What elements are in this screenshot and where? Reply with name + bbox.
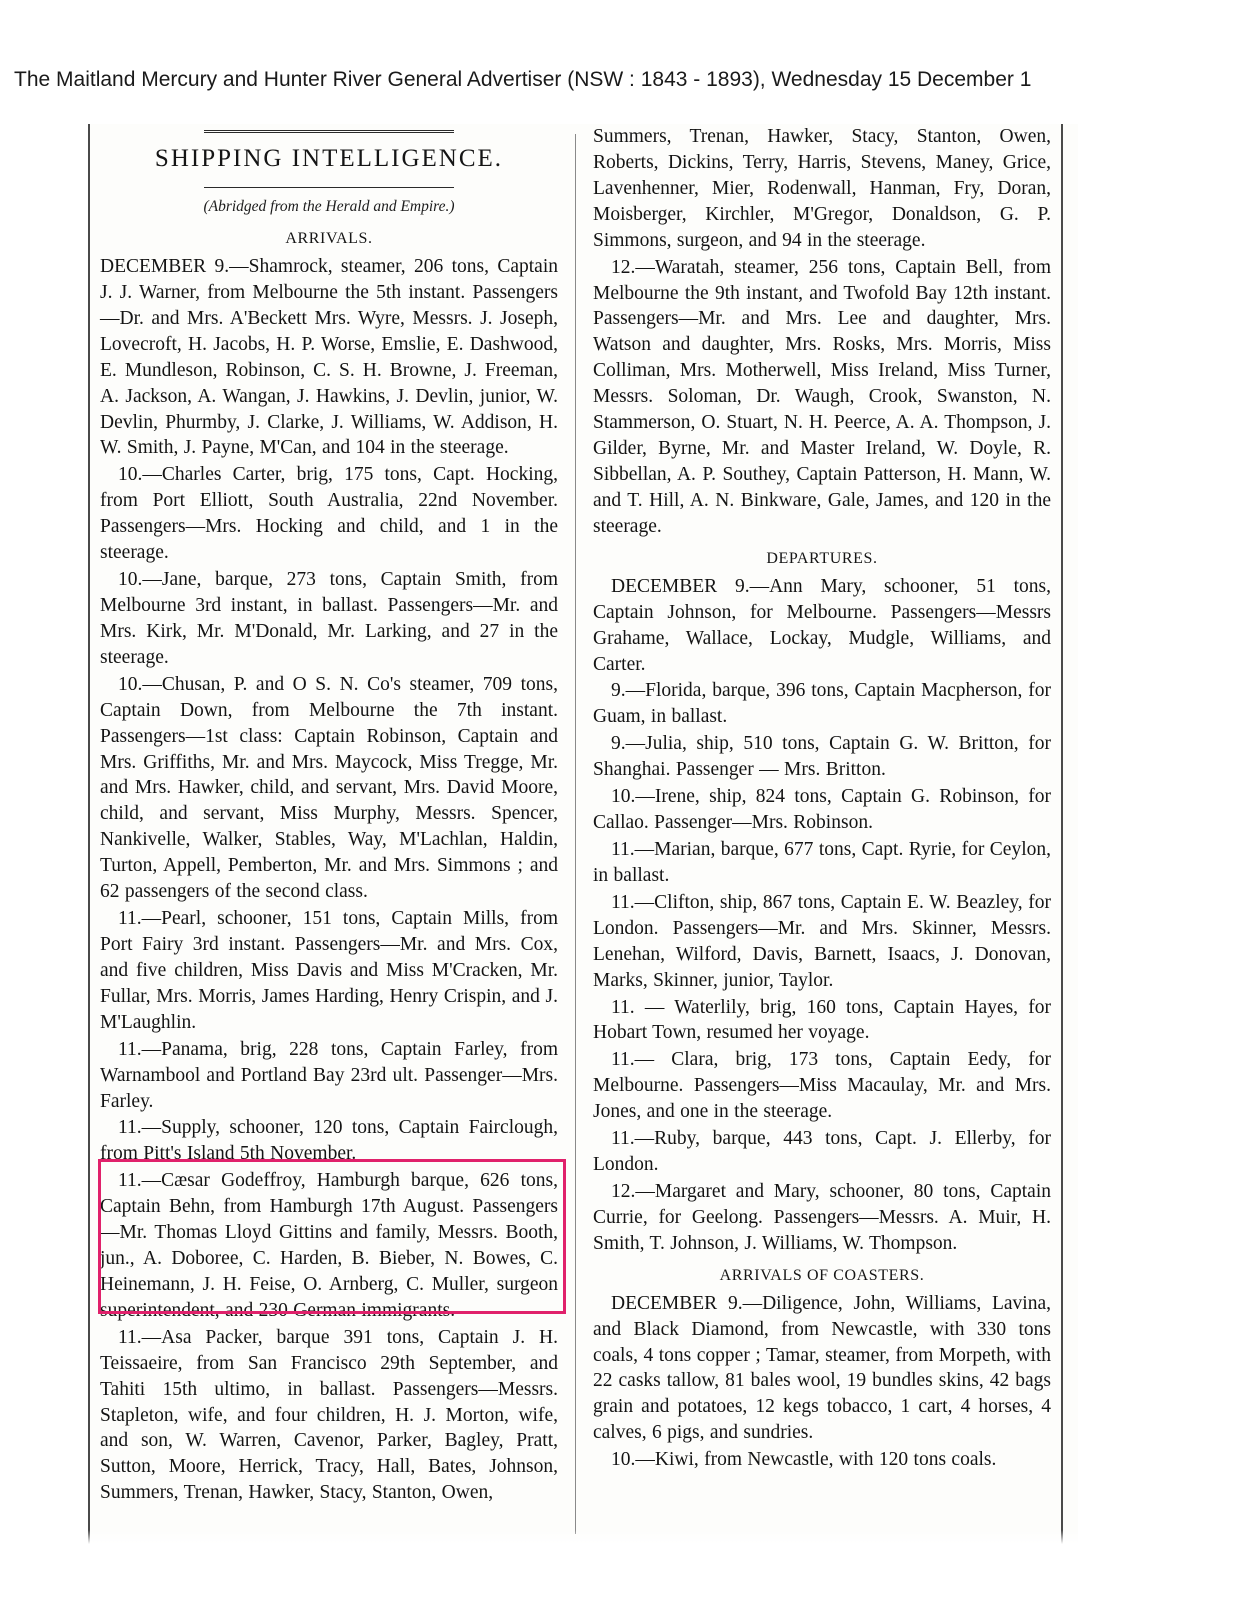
masthead-rule-thin: [204, 187, 454, 188]
left-column: [88, 124, 558, 1544]
arrival-entry: 10.—Charles Carter, brig, 175 tons, Capt. Hocking, from Port Elliott, South Australia, 22nd November. Passengers—Mrs. Hocking and child, and 1 in the steerage.: [100, 464, 558, 564]
departure-entry: DECEMBER 9.—Ann Mary, schooner, 51 tons, Captain Johnson, for Melbourne. Passengers—Messrs Grahame, Wallace, Lockay, Mudgle, Williams, and Carter.: [593, 575, 1051, 675]
abridged-note: (Abridged from the Herald and Empire.): [203, 198, 455, 215]
masthead-rule: [204, 130, 454, 137]
masthead-title: SHIPPING INTELLIGENCE.: [154, 145, 504, 172]
section-heading-departures: DEPARTURES.: [766, 549, 878, 567]
column-divider: [575, 134, 576, 1534]
arrival-entry-highlighted: 11.—Cæsar Godeffroy, Hamburgh barque, 626 tons, Captain Behn, from Hamburgh 17th August. Passengers—Mr. Thomas Lloyd Gittins and family, Messrs. Booth, jun., A. Doboree, C. Harden, B. Bieber, N. Bowes, C. Heinemann, J. H. Feise, O. Arnberg, C. Muller, surgeon superintendent, and 230 German immigrants.: [100, 1170, 558, 1321]
coaster-entry: 10.—Kiwi, from Newcastle, with 120 tons coals.: [611, 1449, 997, 1471]
section-heading-arrivals: ARRIVALS.: [285, 230, 373, 247]
departure-entry: 11. — Waterlily, brig, 160 tons, Captain Hayes, for Hobart Town, resumed her voyage.: [593, 996, 1051, 1044]
arrival-entry: 11.—Supply, schooner, 120 tons, Captain Fairclough, from Pitt's Island 5th November.: [100, 1117, 558, 1165]
arrival-entry: 11.—Pearl, schooner, 151 tons, Captain Mills, from Port Fairy 3rd instant. Passengers—Mr. and Mrs. Cox, and five children, Miss Davis and Miss M'Cracken, Mr. Fullar, Mrs. Morris, James Harding, Henry Crispin, and J. M'Laughlin.: [100, 908, 558, 1033]
departure-entry: 10.—Irene, ship, 824 tons, Captain G. Robinson, for Callao. Passenger—Mrs. Robinson.: [593, 786, 1051, 834]
arrival-entry: 11.—Panama, brig, 228 tons, Captain Farley, from Warnambool and Portland Bay 23rd ult. Passenger—Mrs. Farley.: [100, 1038, 558, 1112]
page-bottom-fade: [88, 1530, 1078, 1544]
right-column: [593, 124, 1063, 1544]
departure-entry: 11.—Marian, barque, 677 tons, Capt. Ryrie, for Ceylon, in ballast.: [593, 838, 1051, 886]
arrival-entry: 12.—Waratah, steamer, 256 tons, Captain Bell, from Melbourne the 9th instant, and Twofold Bay 12th instant. Passengers—Mr. and Mrs. Lee and daughter, Mrs. Watson and daughter, Mrs. Rosks, Mrs. Morris, Miss Colliman, Mrs. Motherwell, Miss Ireland, Miss Turner, Messrs. Soloman, Dr. Waugh, Crook, Swanston, N. Stammerson, O. Stuart, N. H. Peerce, A. A. Thompson, J. Gilder, Byrne, Mr. and Master Ireland, W. Doyle, R. Sibbellan, A. P. Southey, Captain Patterson, H. Mann, W. and T. Hill, A. N. Binkware, Gale, James, and 120 in the steerage.: [593, 256, 1051, 537]
departure-entry: 11.—Clifton, ship, 867 tons, Captain E. W. Beazley, for London. Passengers—Mr. and Mrs. Skinner, Messrs. Lenehan, Wilford, Davis, Barnett, Isaacs, J. Donovan, Marks, Skinner, junior, Taylor.: [593, 891, 1051, 991]
arrival-entry-continuation: Summers, Trenan, Hawker, Stacy, Stanton, Owen, Roberts, Dickins, Terry, Harris, Stevens, Maney, Grice, Lavenhenner, Mier, Rodenwall, Hanman, Fry, Doran, Moisberger, Kirchler, M'Gregor, Donaldson, G. P. Simmons, surgeon, and 94 in the steerage.: [593, 126, 1051, 251]
departure-entry: 12.—Margaret and Mary, schooner, 80 tons, Captain Currie, for Geelong. Passengers—Messrs. A. Muir, H. Smith, T. Johnson, J. Williams, W. Thompson.: [593, 1180, 1051, 1254]
page-title: The Maitland Mercury and Hunter River General Advertiser (NSW : 1843 - 1893), Wednesday 15 December 1: [14, 68, 1032, 91]
coaster-entry: DECEMBER 9.—Diligence, John, Williams, Lavina, and Black Diamond, from Newcastle, with 330 tons coals, 4 tons copper ; Tamar, steamer, from Morpeth, with 22 casks tallow, 81 bales wool, 19 bundles skins, 42 bags grain and potatoes, 12 kegs tobacco, 1 cart, 4 horses, 4 calves, 6 pigs, and sundries.: [593, 1292, 1051, 1444]
departure-entry: 11.—Ruby, barque, 443 tons, Capt. J. Ellerby, for London.: [593, 1128, 1051, 1176]
departure-entry: 9.—Julia, ship, 510 tons, Captain G. W. Britton, for Shanghai. Passenger — Mrs. Britton.: [593, 733, 1051, 781]
departure-entry: 9.—Florida, barque, 396 tons, Captain Macpherson, for Guam, in ballast.: [593, 680, 1051, 728]
section-heading-coasters: ARRIVALS OF COASTERS.: [719, 1266, 925, 1284]
newspaper-clipping: [88, 124, 1078, 1544]
arrival-entry: 10.—Chusan, P. and O S. N. Co's steamer, 709 tons, Captain Down, from Melbourne the 7th instant. Passengers—1st class: Captain Robinson, Captain and Mrs. Griffiths, Mr. and Mrs. Maycock, Miss Tregge, Mr. and Mrs. Hawker, child, and servant, Mrs. David Moore, child, and servant, Miss Murphy, Messrs. Spencer, Nankivelle, Walker, Stables, Way, M'Lachlan, Haldin, Turton, Appell, Pemberton, Mr. and Mrs. Simmons ; and 62 passengers of the second class.: [100, 673, 558, 903]
departure-entry: 11.— Clara, brig, 173 tons, Captain Eedy, for Melbourne. Passengers—Miss Macaulay, Mr. and Mrs. Jones, and one in the steerage.: [593, 1049, 1051, 1123]
arrival-entry: 10.—Jane, barque, 273 tons, Captain Smith, from Melbourne 3rd instant, in ballast. Passengers—Mr. and Mrs. Kirk, Mr. M'Donald, Mr. Larking, and 27 in the steerage.: [100, 569, 558, 668]
arrival-entry: DECEMBER 9.—Shamrock, steamer, 206 tons, Captain J. J. Warner, from Melbourne the 5th instant. Passengers—Dr. and Mrs. A'Beckett Mrs. Wyre, Messrs. J. Joseph, Lovecroft, H. Jacobs, H. P. Worse, Emslie, E. Dashwood, E. Mundleson, Robinson, C. S. H. Browne, J. Freeman, A. Jackson, A. Wangan, J. Hawkins, J. Devlin, junior, W. Devlin, Phurmby, J. Clarke, J. Williams, W. Addison, H. W. Smith, J. Payne, M'Can, and 104 in the steerage.: [100, 256, 558, 459]
arrival-entry: 11.—Asa Packer, barque 391 tons, Captain J. H. Teissaeire, from San Francisco 29th September, and Tahiti 15th ultimo, in ballast. Passengers—Messrs. Stapleton, wife, and four children, H. J. Morton, wife, and son, W. Warren, Cavenor, Parker, Bagley, Pratt, Sutton, Moore, Herrick, Tracy, Hall, Bates, Johnson, Summers, Trenan, Hawker, Stacy, Stanton, Owen,: [100, 1326, 558, 1504]
